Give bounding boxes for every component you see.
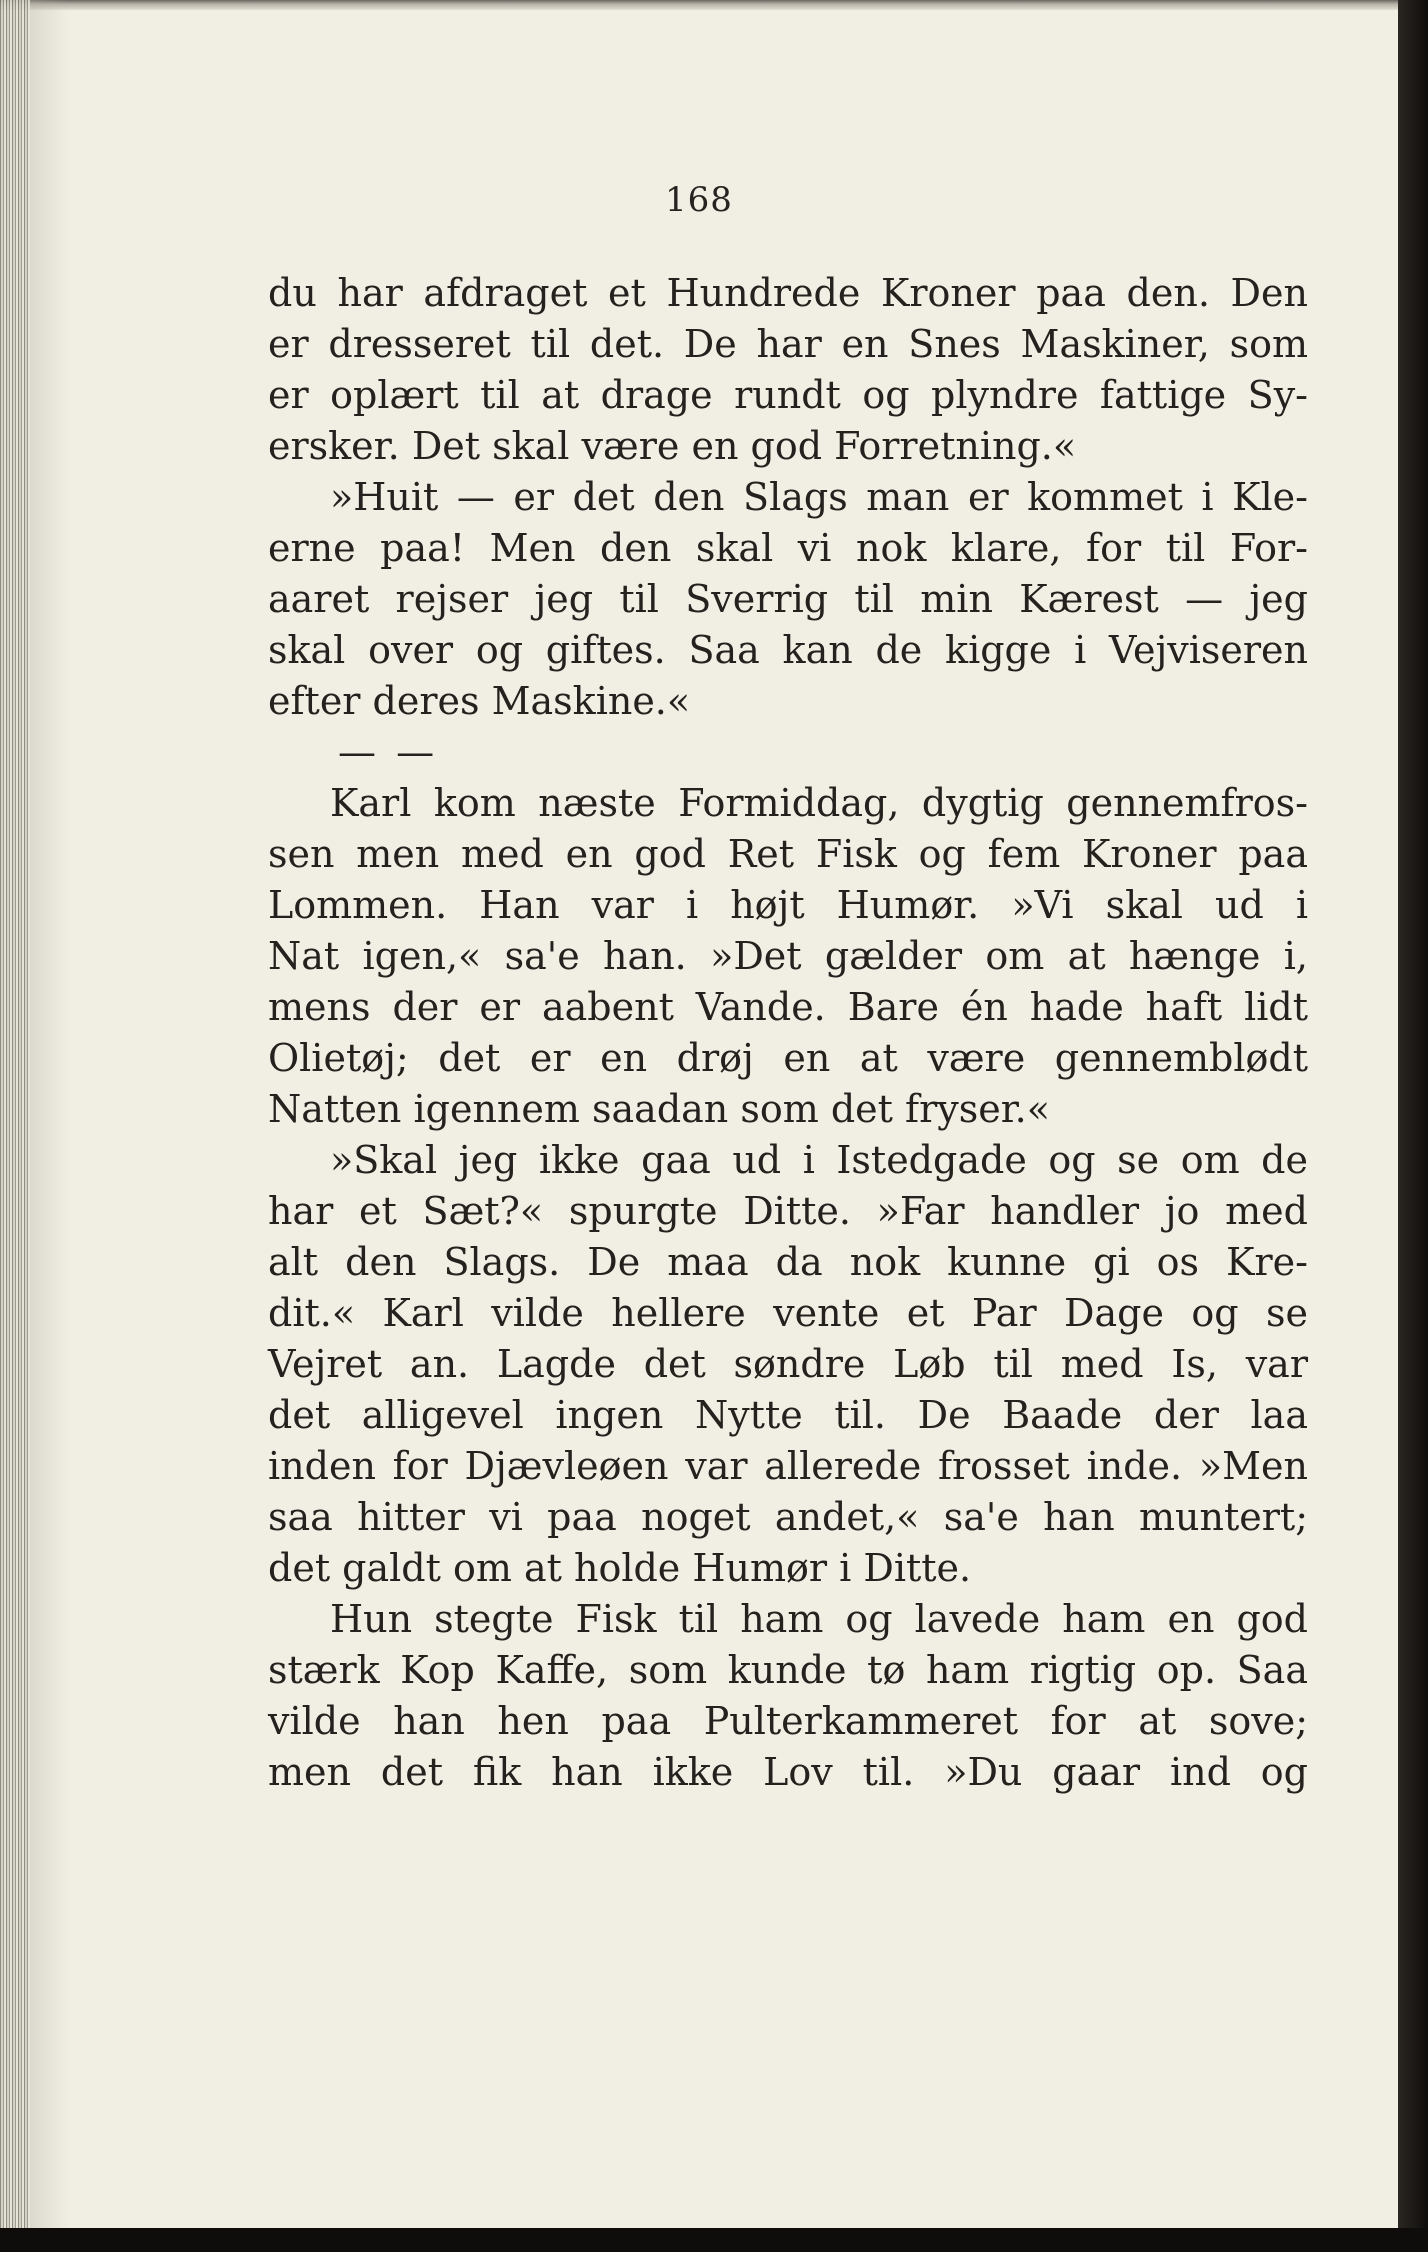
text-line: »Skal jeg ikke gaa ud i Istedgade og se om de bbox=[330, 1138, 1308, 1182]
text-line: har et Sæt?« spurgte Ditte. »Far handler jo med bbox=[268, 1189, 1308, 1233]
page-top-edge bbox=[0, 0, 1398, 10]
page-stack-edge bbox=[0, 0, 30, 2228]
text-line: sen men med en god Ret Fisk og fem Kroner paa bbox=[268, 832, 1308, 876]
text-line: saa hitter vi paa noget andet,« sa'e han muntert; bbox=[268, 1495, 1308, 1539]
text-line: Vejret an. Lagde det søndre Løb til med Is, var bbox=[268, 1342, 1308, 1386]
text-line: du har afdraget et Hundrede Kroner paa den. Den bbox=[268, 271, 1308, 315]
scan-background-right bbox=[1398, 0, 1428, 2252]
text-line: aaret rejser jeg til Sverrig til min Kærest — jeg bbox=[268, 577, 1308, 621]
text-line: Karl kom næste Formiddag, dygtig gennemfros- bbox=[330, 781, 1308, 825]
text-line: er dresseret til det. De har en Snes Maskiner, som bbox=[268, 322, 1308, 366]
text-line: efter deres Maskine.« bbox=[268, 679, 691, 723]
text-line: skal over og giftes. Saa kan de kigge i Vejviseren bbox=[268, 628, 1308, 672]
text-line: det alligevel ingen Nytte til. De Baade der laa bbox=[268, 1393, 1308, 1437]
page-number: 168 bbox=[665, 180, 733, 220]
text-line: alt den Slags. De maa da nok kunne gi os Kre- bbox=[268, 1240, 1308, 1284]
text-line: stærk Kop Kaffe, som kunde tø ham rigtig op. Saa bbox=[268, 1648, 1308, 1692]
text-line: Hun stegte Fisk til ham og lavede ham en god bbox=[330, 1597, 1308, 1641]
text-line: Olietøj; det er en drøj en at være gennemblødt bbox=[268, 1036, 1308, 1080]
page-gutter-shadow bbox=[30, 0, 70, 2228]
text-line: Lommen. Han var i højt Humør. »Vi skal ud i bbox=[268, 883, 1308, 927]
body-text bbox=[268, 268, 1308, 1798]
text-line: mens der er aabent Vande. Bare én hade haft lidt bbox=[268, 985, 1308, 1029]
scan-background-bottom bbox=[0, 2228, 1428, 2252]
text-line: vilde han hen paa Pulterkammeret for at sove; bbox=[268, 1699, 1308, 1743]
text-line: men det fik han ikke Lov til. »Du gaar ind og bbox=[268, 1750, 1308, 1794]
text-line: dit.« Karl vilde hellere vente et Par Dage og se bbox=[268, 1291, 1308, 1335]
text-line: ersker. Det skal være en god Forretning.« bbox=[268, 424, 1077, 468]
text-line: er oplært til at drage rundt og plyndre fattige Sy- bbox=[268, 373, 1308, 417]
text-line: det galdt om at holde Humør i Ditte. bbox=[268, 1546, 972, 1590]
text-line: inden for Djævleøen var allerede frosset inde. »Men bbox=[268, 1444, 1308, 1488]
text-line: erne paa! Men den skal vi nok klare, for til For- bbox=[268, 526, 1308, 570]
text-line: Nat igen,« sa'e han. »Det gælder om at hænge i, bbox=[268, 934, 1308, 978]
section-separator: — — bbox=[338, 730, 439, 774]
text-line: »Huit — er det den Slags man er kommet i Kle- bbox=[330, 475, 1308, 519]
text-line: Natten igennem saadan som det fryser.« bbox=[268, 1087, 1051, 1131]
